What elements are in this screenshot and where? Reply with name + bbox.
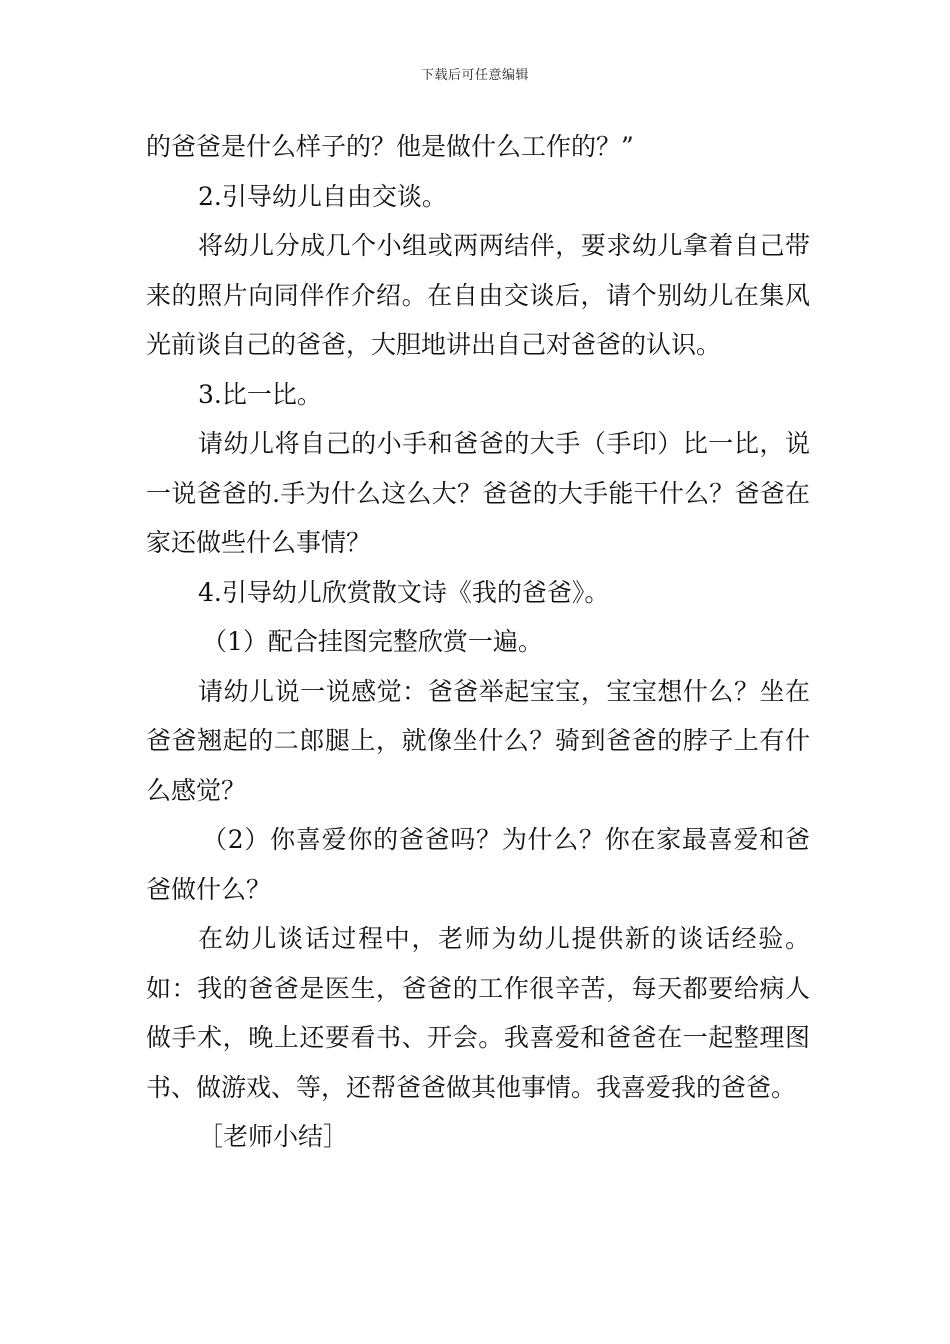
paragraph-substep-1: （1）配合挂图完整欣赏一遍。	[202, 627, 543, 656]
paragraph-teacher-example: 在幼儿谈话过程中，老师为幼儿提供新的谈话经验。如：我的爸爸是医生，爸爸的工作很辛苦，每天都要给病人做手术，晚上还要看书、开会。我喜爱和爸爸在一起整理图书、做游戏、等，还帮爸爸做其他事情。我喜爱我的爸爸。	[146, 924, 810, 1102]
paragraph-continuation: 的爸爸是什么样子的？他是做什么工作的？”	[146, 132, 634, 161]
paragraph-step-4: 4.引导幼儿欣赏散文诗《我的爸爸》。	[198, 577, 610, 607]
paragraph-summary-heading: ［老师小结］	[198, 1122, 349, 1151]
document-body	[146, 122, 810, 1162]
paragraph-step-2: 2.引导幼儿自由交谈。	[198, 181, 447, 211]
paragraph-step-3: 3.比一比。	[198, 379, 322, 409]
paragraph-group-talk: 将幼儿分成几个小组或两两结伴，要求幼儿拿着自己带来的照片向同伴作介绍。在自由交谈后，请个别幼儿在集风光前谈自己的爸爸，大胆地讲出自己对爸爸的认识。	[146, 231, 810, 359]
paragraph-substep-2: （2）你喜爱你的爸爸吗？为什么？你在家最喜爱和爸爸做什么？	[146, 825, 810, 904]
page-header: 下载后可任意编辑	[420, 68, 529, 83]
paragraph-feelings: 请幼儿说一说感觉：爸爸举起宝宝，宝宝想什么？坐在爸爸翘起的二郎腿上，就像坐什么？骑到爸爸的脖子上有什么感觉？	[146, 676, 810, 805]
paragraph-compare-hands: 请幼儿将自己的小手和爸爸的大手（手印）比一比，说一说爸爸的.手为什么这么大？爸爸的大手能干什么？爸爸在家还做些什么事情？	[146, 429, 810, 557]
